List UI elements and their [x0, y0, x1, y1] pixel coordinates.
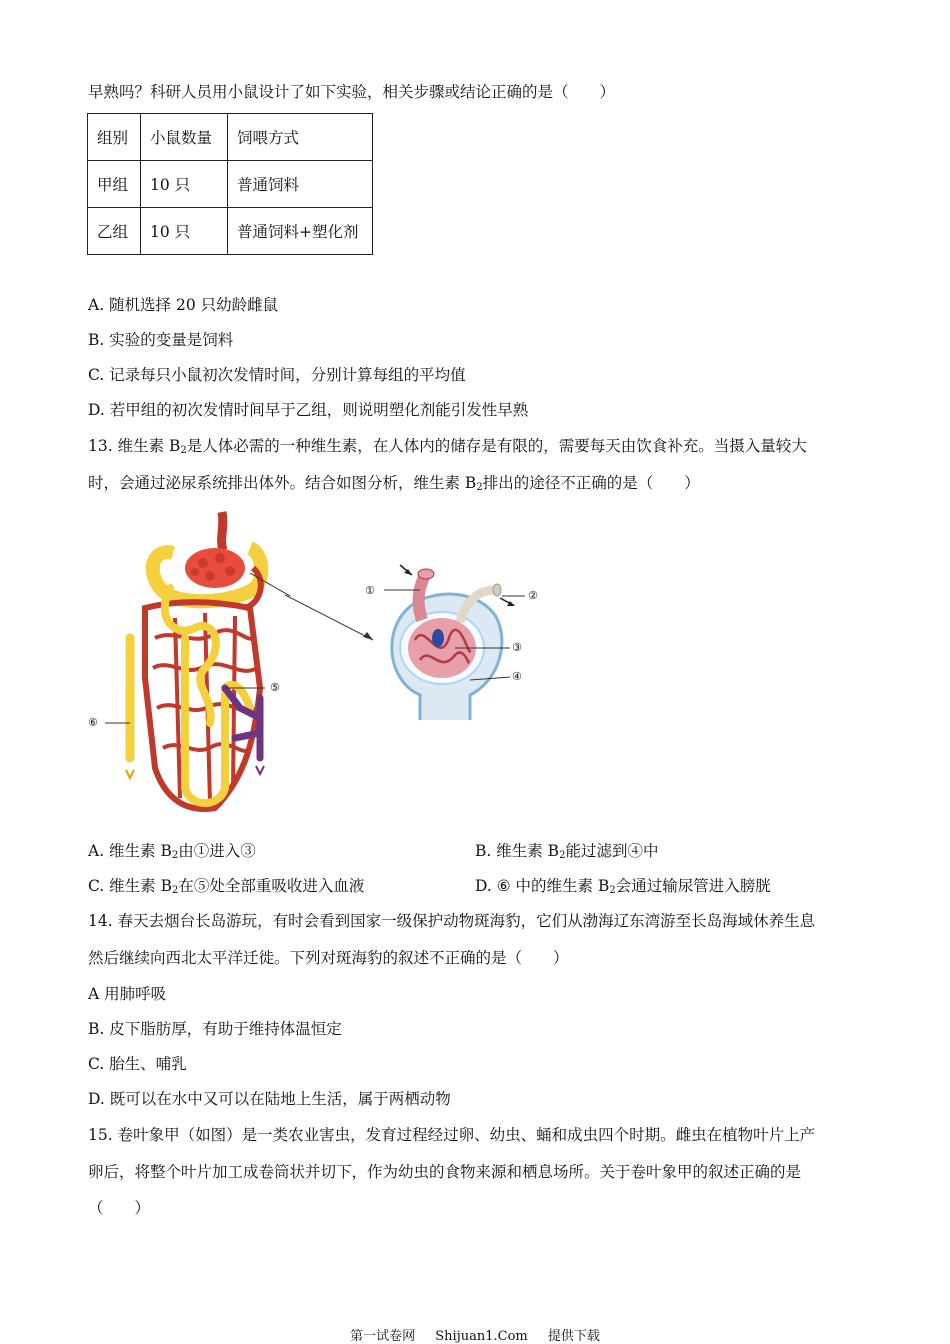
q15-stem-line2: 卵后，将整个叶片加工成卷筒状并切下，作为幼虫的食物来源和栖息场所。关于卷叶象甲的叙述正确的是 [88, 1163, 802, 1181]
q12-option-b: B. 实验的变量是饲料 [88, 331, 234, 349]
table-header: 小鼠数量 [141, 114, 228, 161]
table-header-row [88, 114, 373, 161]
table-cell: 普通饲料+塑化剂 [228, 208, 373, 255]
q15-stem-line1: 15. 卷叶象甲（如图）是一类农业害虫，发育过程经过卵、幼虫、蛹和成虫四个时期。雌虫在植物叶片上产 [88, 1126, 816, 1144]
label-2: ② [528, 589, 538, 602]
table-cell: 10 只 [141, 208, 228, 255]
q12-option-c: C. 记录每只小鼠初次发情时间，分别计算每组的平均值 [88, 366, 466, 384]
nephron-diagram [85, 508, 290, 818]
q12-option-a: A. 随机选择 20 只幼龄雌鼠 [88, 296, 279, 314]
q13-stem-line2: 时，会通过泌尿系统排出体外。结合如图分析，维生素 $B_2$排出的途径不正确的是（ ） [88, 474, 700, 493]
q12-option-d: D. 若甲组的初次发情时间早于乙组，则说明塑化剂能引发性早熟 [88, 401, 529, 419]
glomerulus [185, 548, 245, 588]
label-6: ⑥ [88, 716, 98, 729]
q14-option-b: B. 皮下脂肪厚，有助于维持体温恒定 [88, 1020, 342, 1038]
table-cell: 乙组 [88, 208, 141, 255]
label-4: ④ [512, 670, 522, 683]
footer-download-text: 提供下载 [547, 1329, 600, 1344]
table-header: 饲喂方式 [228, 114, 373, 161]
q13-stem-line1: 13. 维生素 $B_2$是人体必需的一种维生素，在人体内的储存是有限的，需要每天由饮食补充。当摄入量较大 [88, 437, 807, 456]
page-footer [0, 1325, 950, 1344]
table-cell: 甲组 [88, 161, 141, 208]
q14-option-a: A 用肺呼吸 [88, 985, 167, 1003]
experiment-table [87, 113, 373, 255]
table-header: 组别 [88, 114, 141, 161]
table-row [88, 208, 373, 255]
q14-stem-line2: 然后继续向西北太平洋迁徙。下列对斑海豹的叙述不正确的是（ ） [88, 949, 569, 967]
q14-stem-line1: 14. 春天去烟台长岛游玩，有时会看到国家一级保护动物斑海豹，它们从渤海辽东湾游至长岛海域休养生息 [88, 912, 816, 930]
q14-option-d: D. 既可以在水中又可以在陆地上生活，属于两栖动物 [88, 1090, 451, 1108]
q13-option-a: A. 维生素 $B_2$由①进入③ [88, 842, 256, 861]
intro-line: 早熟吗？科研人员用小鼠设计了如下实验，相关步骤或结论正确的是（ ） [88, 83, 616, 101]
footer-site-url[interactable]: Shijuan1.Com [435, 1329, 528, 1344]
q14-option-c: C. 胎生、哺乳 [88, 1055, 187, 1073]
footer-site-name: 第一试卷网 [350, 1329, 416, 1344]
table-cell: 10 只 [141, 161, 228, 208]
label-3: ③ [512, 641, 522, 654]
table-cell: 普通饲料 [228, 161, 373, 208]
label-5: ⑤ [270, 681, 280, 694]
label-1: ① [365, 584, 375, 597]
q13-option-c: C. 维生素 $B_2$在⑤处全部重吸收进入血液 [88, 877, 365, 896]
q15-stem-line3: （ ） [88, 1199, 151, 1217]
q13-option-d: D. ⑥ 中的维生素 $B_2$会通过输尿管进入膀胱 [475, 877, 771, 896]
q13-option-b: B. 维生素 $B_2$能过滤到④中 [475, 842, 659, 861]
table-row [88, 161, 373, 208]
